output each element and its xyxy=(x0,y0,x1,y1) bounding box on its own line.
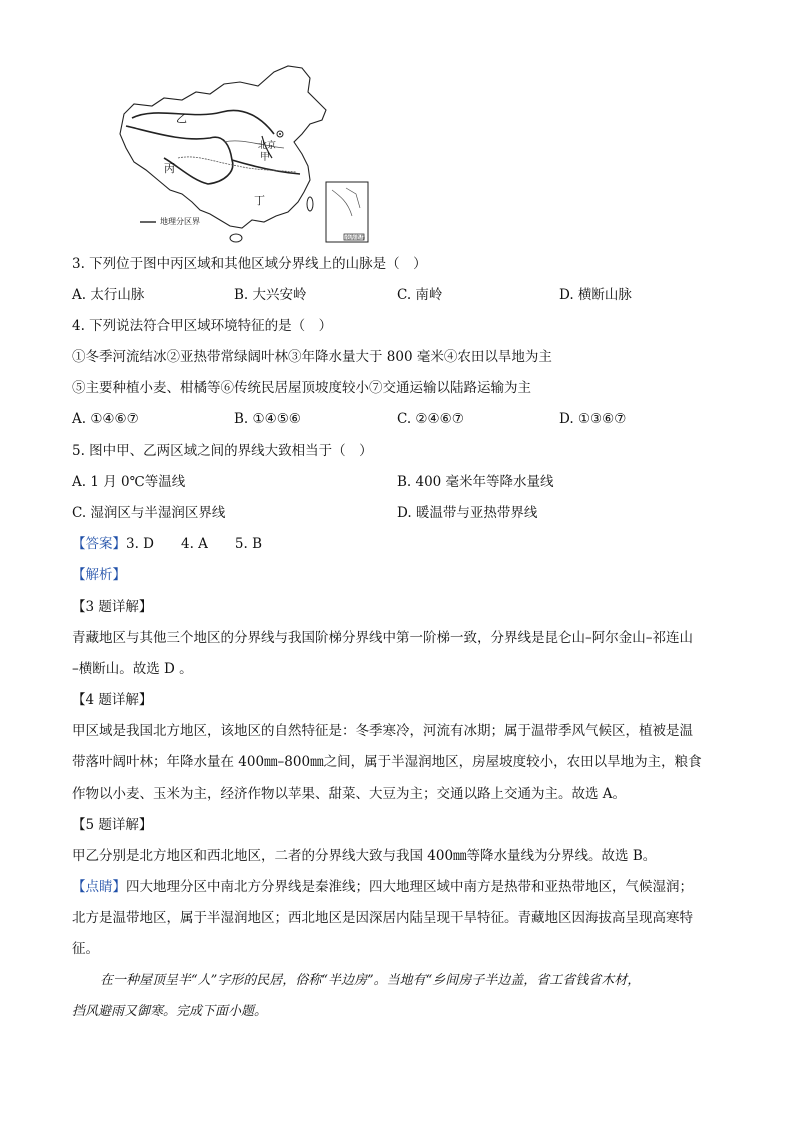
q4-option-b: B. ①④⑤⑥ xyxy=(234,411,301,427)
q4-statements-2: ⑤主要种植小麦、柑橘等⑥传统民居屋顶坡度较小⑦交通运输以陆路运输为主 xyxy=(72,380,531,396)
q3-option-a: A. 太行山脉 xyxy=(72,287,145,303)
detail3-line-2: –横断山。故选 D 。 xyxy=(72,661,193,677)
analysis-tag: 【解析】 xyxy=(72,567,126,583)
tip-line-2: 北方是温带地区，属于半湿润地区；西北地区是因深居内陆呈现干旱特征。青藏地区因海拔高呈现高寒特 xyxy=(72,910,693,926)
detail5-line-1: 甲乙分别是北方地区和西北地区，二者的分界线大致与我国 400㎜等降水量线为分界线。故选 B。 xyxy=(72,848,657,864)
detail4-tag: 【4 题详解】 xyxy=(72,692,153,708)
passage-line-1: 在一种屋顶呈半“人”字形的民居，俗称“半边房”。当地有“乡间房子半边盖，省工省钱省木材， xyxy=(100,973,641,988)
detail5-tag: 【5 题详解】 xyxy=(72,817,153,833)
tip-text-1: 四大地理分区中南北方分界线是秦淮线；四大地理区域中南方是热带和亚热带地区，气候湿润； xyxy=(126,879,693,895)
detail3-line-1: 青藏地区与其他三个地区的分界线与我国阶梯分界线中第一阶梯一致，分界线是昆仑山–阿尔金山–祁连山 xyxy=(72,630,693,646)
detail4-line-1: 甲区域是我国北方地区，该地区的自然特征是：冬季寒冷，河流有冰期；属于温带季风气候区，植被是温 xyxy=(72,723,693,739)
q5-stem: 5. 图中甲、乙两区域之间的界线大致相当于（ ） xyxy=(72,443,373,459)
detail4-line-2: 带落叶阔叶林；年降水量在 400㎜–800㎜之间，属于半湿润地区，房屋坡度较小，农田以旱地为主，粮食 xyxy=(72,754,702,770)
tip-line-1 xyxy=(72,878,693,896)
region-label-bing: 丙 xyxy=(164,162,175,175)
map-outline xyxy=(112,62,376,246)
q3-option-b: B. 大兴安岭 xyxy=(234,287,307,303)
china-region-map xyxy=(112,62,376,246)
answer-line xyxy=(72,535,262,553)
region-label-jia: 甲 xyxy=(260,152,270,163)
q5-option-b: B. 400 毫米年等降水量线 xyxy=(397,474,554,490)
q3-option-d: D. 横断山脉 xyxy=(559,287,632,303)
q5-option-c: C. 湿润区与半湿润区界线 xyxy=(72,505,226,521)
tip-line-3: 征。 xyxy=(72,941,99,957)
q4-option-c: C. ②④⑥⑦ xyxy=(397,411,464,427)
q4-statements-1: ①冬季河流结冰②亚热带常绿阔叶林③年降水量大于 800 毫米④农田以旱地为主 xyxy=(72,349,552,365)
q5-option-d: D. 暖温带与亚热带界线 xyxy=(397,505,538,521)
answer-tag: 【答案】 xyxy=(72,536,126,552)
passage-line-2: 挡风避雨又御寒。完成下面小题。 xyxy=(72,1004,268,1019)
city-label-beijing: 北京 xyxy=(258,141,277,151)
tip-tag: 【点睛】 xyxy=(72,879,126,895)
detail4-line-3: 作物以小麦、玉米为主，经济作物以苹果、甜菜、大豆为主；交通以路上交通为主。故选 A。 xyxy=(72,786,627,802)
q3-stem: 3. 下列位于图中丙区域和其他区域分界线上的山脉是（ ） xyxy=(72,256,427,272)
inset-label: 南海诸岛 xyxy=(345,235,366,241)
answer-text: 3. D 4. A 5. B xyxy=(126,536,263,552)
q5-option-a: A. 1 月 0℃等温线 xyxy=(72,474,186,490)
q4-option-a: A. ①④⑥⑦ xyxy=(72,411,139,427)
region-label-yi: 乙 xyxy=(176,112,187,125)
map-legend-label: 地理分区界 xyxy=(160,217,200,226)
q4-stem: 4. 下列说法符合甲区域环境特征的是（ ） xyxy=(72,318,333,334)
q3-option-c: C. 南岭 xyxy=(397,287,443,303)
q4-option-d: D. ①③⑥⑦ xyxy=(559,411,627,427)
detail3-tag: 【3 题详解】 xyxy=(72,599,153,615)
region-label-ding: 丁 xyxy=(254,194,265,207)
